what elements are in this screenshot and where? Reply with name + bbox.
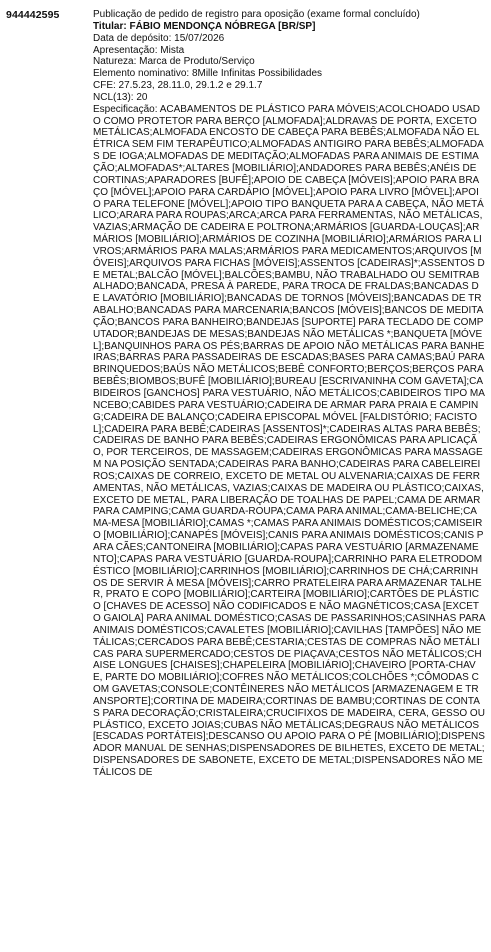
nominative-element: Elemento nominativo: 8Mille Infinitas Possibilidades [93, 68, 323, 80]
process-number: 944442595 [6, 9, 60, 21]
presentation: Apresentação: Mista [93, 44, 185, 56]
ncl-class: NCL(13): 20 [93, 91, 148, 103]
nature: Natureza: Marca de Produto/Serviço [93, 56, 255, 68]
specification-text: Especificação: ACABAMENTOS DE PLÁSTICO PARA MÓVEIS;ACOLCHOADO USADO COMO PROTETOR PARA BERÇO [ALMOFADA];ALDRAVAS DE PORTA, EXCETO METÁLICAS;ALMOFADA ENCOSTO DE CABEÇA PARA BEBÊS;ALMOFADA NÃO ELÉTRICA SEM FIM TERAPÊUTICO;ALMOFADAS ANTIGIRO PARA BEBÊS;ALMOFADAS DE IOGA;ALMOFADAS DE MEDITAÇÃO;ALMOFADAS PARA ANIMAIS DE ESTIMAÇÃO;ALMOFADAS*;ALTARES [MOBILIÁRIO];ANDADORES PARA BEBÊS;ANÉIS DE CORTINAS;APARADORES [BUFÊ];APOIO DE CABEÇA [MÓVEIS];APOIO PARA BRAÇO [MÓVEL];APOIO PARA CARDÁPIO [MÓVEL];APOIO PARA LIVRO [MÓVEL];APOIO PARA TELEFONE [MÓVEL];APOIO TIPO BANQUETA PARA A CABEÇA, NÃO METÁLICO;ARARA PARA ROUPAS;ARCA;ARCA PARA FERRAMENTAS, NÃO METÁLICAS, VAZIAS;ARMAÇÃO DE CADEIRA E POLTRONA;ARMÁRIOS [GUARDA-LOUÇAS];ARMÁRIOS [MOBILIÁRIO];ARMÁRIOS DE COZINHA [MOBILIÁRIO];ARMÁRIOS PARA LIVROS;ARMÁRIOS PARA MALAS;ARMÁRIOS PARA MEDICAMENTOS;ARQUIVOS [MÓVEIS];ARQUIVOS PARA FICHAS [MÓVEIS];ASSENTOS [CADEIRAS]*;ASSENTOS DE METAL;BALCÃO [MÓVEL];BALCÕES;BAMBU, NÃO TRABALHADO OU SEMITRABALHADO;BANCADA, PRESA À PAREDE, PARA TROCA DE FRALDAS;BANCADAS DE LAVATÓRIO [MOBILIÁRIO];BANCADAS DE TORNOS [MÓVEIS];BANCADAS DE TRABALHO;BANCADAS PARA MARCENARIA;BANCOS [MÓVEIS];BANCOS DE MEDITAÇÃO;BANCOS PARA BANHEIRO;BANDEJAS [SUPORTE] PARA TECLADO DE COMPUTADOR;BANDEJAS DE MESAS;BANDEJAS NÃO METÁLICAS *;BANQUETA [MÓVEL];BANQUINHOS PARA OS PÉS;BARRAS DE APOIO NÃO METÁLICAS PARA BANHEIRAS;BARRAS PARA PASSADEIRAS DE ESCADAS;BASES PARA CAMAS;BAÚ PARA BRINQUEDOS;BAÚS NÃO METÁLICOS;BEBÊ CONFORTO;BERÇOS;BERÇOS PARA BEBÊS;BIOMBOS;BUFÊ [MOBILIÁRIO];BUREAU [ESCRIVANINHA COM GAVETA];CABIDEIROS [GANCHOS] PARA VESTUÁRIO, NÃO METÁLICOS;CABIDEIROS TIPO MANCEBO;CABIDES PARA VESTUÁRIO;CADEIRA DE ARMAR PARA PRAIA E CAMPING;CADEIRA DE BALANÇO;CADEIRA EPISCOPAL MÓVEL [FALDISTÓRIO; FACISTOL];CADEIRA PARA BEBÊ;CADEIRAS [ASSENTOS]*;CADEIRAS ALTAS PARA BEBÊS;CADEIRAS DE BANHO PARA BEBÊS;CADEIRAS ERGONÔMICAS PARA APLICAÇÃO, POR TERCEIROS, DE MASSAGEM;CADEIRAS ERGONÔMICAS PARA MASSAGEM NA POSIÇÃO SENTADA;CADEIRAS PARA BANHO;CADEIRAS PARA CABELEIREIROS;CAIXAS DE CORREIO, EXCETO DE METAL OU ALVENARIA;CAIXAS DE FERRAMENTAS, NÃO METÁLICAS, VAZIAS;CAIXAS DE MADEIRA OU PLÁSTICO;CAIXAS, EXCETO DE METAL, PARA LIBERAÇÃO DE TOALHAS DE PAPEL;CAMA DE ARMAR PARA CAMPING;CAMA GUARDA-ROUPA;CAMA PARA ANIMAL;CAMA-BELICHE;CAMA-MESA [MOBILIÁRIO];CAMAS *;CAMAS PARA ANIMAIS DOMÉSTICOS;CAMISEIRO [MOBILIÁRIO];CANAPÉS [MÓVEIS];CANIS PARA ANIMAIS DOMÉSTICOS;CANIS PARA CÃES;CANTONEIRA [MOBILIÁRIO];CAPAS PARA VESTUÁRIO [ARMAZENAMENTO];CAPAS PARA VESTUÁRIO [GUARDA-ROUPA];CARRINHO PARA ELETRODOMÉSTICO [MOBILIÁRIO];CARRINHOS [MOBILIÁRIO];CARRINHOS DE CHÁ;CARRINHOS DE SERVIR À MESA [MÓVEIS];CARRO PRATELEIRA PARA ARMAZENAR TALHER, PRATO E COPO [MOBILIÁRIO];CARTEIRA [MOBILIÁRIO];CARTÕES DE PLÁSTICO [CHAVES DE ACESSO] NÃO CODIFICADOS E NÃO MAGNÉTICOS;CASA [EXCETO GAIOLA] PARA ANIMAL DOMÉSTICO;CASAS DE PASSARINHOS;CASINHAS PARA ANIMAIS DOMÉSTICOS;CAVALETES [MOBILIÁRIO];CAVILHAS [TAMPÕES] NÃO METÁLICAS;CERCADOS PARA BEBÊ;CESTARIA;CESTAS DE COMPRAS NÃO METÁLICAS PARA SUPERMERCADO;CESTOS DE PIAÇAVA;CESTOS NÃO METÁLICOS;CHAISE LONGUES [CHAISES];CHAPELEIRA [MOBILIÁRIO];CHAVEIRO [PORTA-CHAVE, PARTE DO MOBILIÁRIO];COFRES NÃO METÁLICOS;COLCHÕES *;CÔMODAS COM GAVETAS;CONSOLE;CONTÊINERES NÃO METÁLICOS [ARMAZENAGEM E TRANSPORTE];CORTINA DE MADEIRA;CORTINAS DE BAMBU;CORTINAS DE CONTAS PARA DECORAÇÃO;CRISTALEIRA;CRUCIFIXOS DE MADEIRA, CERA, GESSO OU PLÁSTICO, EXCETO JOIAS;CUBAS NÃO METÁLICAS;DEGRAUS NÃO METÁLICOS [ESCADAS PORTÁTEIS];DESCANSO OU APOIO PARA O PÉ [MOBILIÁRIO];DISPENSADOR MANUAL DE SENHAS;DISPENSADORES DE BILHETES, EXCETO DE METAL;DISPENSADORES DE SABONETE, EXCETO DE METAL;DISPENSADORES NÃO METÁLICOS DE [93, 103, 485, 778]
holder-line: Titular: FÁBIO MENDONÇA NÓBREGA [BR/SP] [93, 20, 316, 32]
filing-date: Data de depósito: 15/07/2026 [93, 32, 225, 44]
cfe-codes: CFE: 27.5.23, 28.11.0, 29.1.2 e 29.1.7 [93, 80, 263, 92]
dispatch-description: Publicação de pedido de registro para oposição (exame formal concluído) [93, 9, 420, 20]
record-details [93, 9, 485, 779]
